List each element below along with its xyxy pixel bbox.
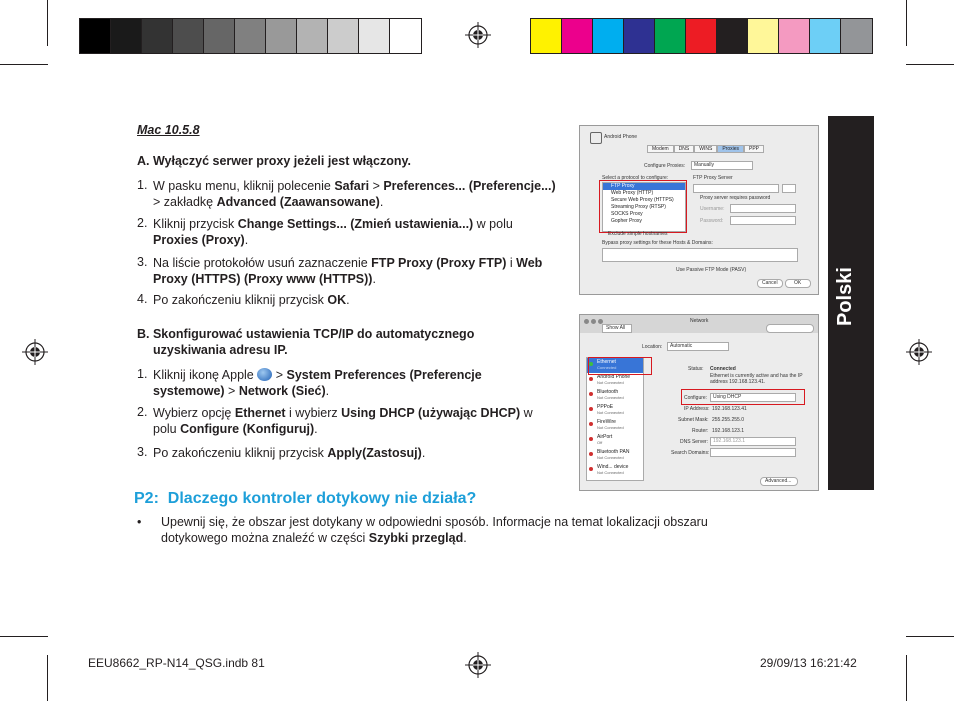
step-number: 2. (137, 405, 148, 419)
crop-mark (47, 0, 48, 46)
swatch (266, 19, 297, 53)
service-item[interactable] (587, 463, 643, 478)
swatch (390, 19, 421, 53)
service-name: Android Phone (597, 374, 631, 380)
service-name: Bluetooth (597, 389, 619, 395)
grayscale-bar (79, 18, 422, 54)
service-name: Wind... device (597, 464, 629, 470)
search-domains-field[interactable] (710, 448, 796, 457)
protocol-item[interactable]: Gopher Proxy (611, 218, 642, 224)
swatch (624, 19, 655, 53)
highlight-box (599, 180, 687, 233)
part-b-step-3: Po zakończeniu kliknij przycisk Apply(Zastosuj). (153, 446, 426, 460)
crop-mark (906, 655, 907, 701)
part-b-heading: B. Skonfigurować ustawienia TCP/IP do automatycznego (137, 327, 475, 341)
tab-proxies[interactable]: Proxies (717, 145, 744, 153)
cancel-button[interactable]: Cancel (757, 279, 783, 288)
advanced-button[interactable]: Advanced... (760, 477, 798, 486)
swatch (111, 19, 142, 53)
crop-mark (906, 0, 907, 46)
ok-button[interactable]: OK (785, 279, 811, 288)
footer-left: EEU8662_RP-N14_QSG.indb 81 (88, 656, 265, 670)
service-name: AirPort (597, 434, 613, 440)
location-select[interactable]: Automatic (667, 342, 729, 351)
network-preferences-screenshot: Network Show All Location: Automatic Ethernet Connected Android Phone Not Connected Bluetooth Not Connected PPPoE Not Connected FireWire Not Connected AirPort Off Bluetooth PAN Not Connected Wind... device Not Connected Status: Connected Ethernet is currently active and has the IP address 192.168.123.41. Configure: Using DHCP IP Address: 192.168.123.41 Subnet Mask: 255.255.255.0 Router: 192.168.123.1 DNS Server: 192.168.123.1 Search Domains: Advanced... (579, 314, 819, 491)
section-label: Mac 10.5.8 (137, 123, 200, 137)
swatch (779, 19, 810, 53)
crop-mark (0, 64, 48, 65)
swatch (531, 19, 562, 53)
service-status: Not Connected (597, 470, 624, 475)
swatch (748, 19, 779, 53)
dns-field[interactable]: 192.168.123.1 (710, 437, 796, 446)
swatch (142, 19, 173, 53)
proxy-settings-screenshot: Android Phone Modem DNS WINS Proxies PPP Configure Proxies: Manually Select a protocol to configure: FTP Proxy Server FTP Proxy Web Proxy (HTTP) Secure Web Proxy (HTTPS) Streaming Proxy (RTSP) SOCKS Proxy Gopher Proxy Proxy server requires password Username: Password: Exclude simple hostnames Bypass proxy settings for these Hosts & Domains: Use Passive FTP Mode (PASV) Cancel OK (579, 125, 819, 295)
q2-bullet: • (137, 515, 142, 529)
service-status: Off (597, 440, 603, 445)
swatch (655, 19, 686, 53)
search-input[interactable] (766, 324, 814, 333)
service-status: Connected (597, 365, 617, 370)
swatch (297, 19, 328, 53)
highlight-box (681, 389, 805, 405)
swatch (717, 19, 748, 53)
step-number: 1. (137, 178, 148, 192)
registration-mark-icon (465, 22, 491, 48)
service-item[interactable] (587, 418, 643, 433)
swatch (841, 19, 872, 53)
crop-mark (906, 64, 954, 65)
part-a-step-3: Na liście protokołów usuń zaznaczenie FTP Proxy (Proxy FTP) i Web Proxy (HTTPS) (Proxy www (HTTPS)). (153, 256, 543, 286)
language-tab: Polski (828, 116, 874, 490)
close-icon (584, 319, 589, 324)
service-name: PPPoE (597, 404, 614, 410)
part-a-step-1: W pasku menu, kliknij polecenie Safari > Preferences... (Preferencje...) > zakładkę Advanced (Zaawansowane). (153, 179, 556, 209)
service-name: Ethernet (597, 359, 616, 365)
proxy-tabs (647, 145, 764, 153)
part-b-step-2: Wybierz opcję Ethernet i wybierz Using DHCP (używając DHCP) w polu Configure (Konfiguruj). (153, 406, 533, 436)
step-number: 3. (137, 255, 148, 269)
swatch (359, 19, 390, 53)
status-dot-icon (589, 392, 593, 396)
tab-ppp[interactable]: PPP (744, 145, 764, 153)
service-name: FireWire (597, 419, 616, 425)
step-number: 1. (137, 367, 148, 381)
protocol-item[interactable]: Web Proxy (HTTP) (611, 190, 654, 196)
status-dot-icon (589, 437, 593, 441)
step-number: 2. (137, 216, 148, 230)
swatch (204, 19, 235, 53)
password-field[interactable] (730, 216, 796, 225)
service-item[interactable] (587, 388, 643, 403)
service-status: Not Connected (597, 455, 624, 460)
tab-wins[interactable]: WINS (694, 145, 717, 153)
crop-mark (0, 636, 48, 637)
swatch (80, 19, 111, 53)
q2-heading: P2: Dlaczego kontroler dotykowy nie działa? (134, 490, 477, 507)
status-dot-icon (589, 422, 593, 426)
service-item[interactable] (587, 448, 643, 463)
status-dot-icon (589, 452, 593, 456)
service-item[interactable] (587, 403, 643, 418)
apple-icon (257, 368, 272, 381)
registration-mark-icon (465, 652, 491, 678)
protocol-item[interactable]: Secure Web Proxy (HTTPS) (611, 197, 674, 203)
minimize-icon (591, 319, 596, 324)
protocol-item[interactable]: Streaming Proxy (RTSP) (611, 204, 666, 210)
protocol-item[interactable]: FTP Proxy (603, 183, 685, 190)
tab-dns[interactable]: DNS (674, 145, 695, 153)
q2-text: Upewnij się, że obszar jest dotykany w odpowiedni sposób. Informacje na temat lokalizacji obszaru dotykowego można znaleźć w części Szybki przegląd. (161, 515, 708, 545)
registration-mark-icon (906, 339, 932, 365)
part-b-heading-line2: uzyskiwania adresu IP. (153, 343, 288, 357)
crop-mark (47, 655, 48, 701)
part-a-heading: A. Wyłączyć serwer proxy jeżeli jest włączony. (137, 154, 411, 168)
status-dot-icon (589, 407, 593, 411)
username-field[interactable] (730, 204, 796, 213)
swatch (686, 19, 717, 53)
crop-mark (906, 636, 954, 637)
service-status: Not Connected (597, 380, 624, 385)
service-item[interactable] (587, 373, 643, 388)
swatch (328, 19, 359, 53)
registration-mark-icon (22, 339, 48, 365)
status-dot-icon (589, 377, 593, 381)
status-dot-icon (589, 467, 593, 471)
phone-icon (590, 132, 602, 144)
footer-right: 29/09/13 16:21:42 (760, 656, 857, 670)
swatch (173, 19, 204, 53)
color-bar (530, 18, 873, 54)
swatch (810, 19, 841, 53)
swatch (235, 19, 266, 53)
service-name: Bluetooth PAN (597, 449, 630, 455)
step-number: 4. (137, 292, 148, 306)
show-all-button[interactable]: Show All (602, 324, 632, 333)
service-list[interactable] (586, 357, 644, 481)
proxy-server-field[interactable] (693, 184, 779, 193)
proxy-port-field[interactable] (782, 184, 796, 193)
step-number: 3. (137, 445, 148, 459)
highlight-box (588, 357, 652, 375)
part-b-step-1: Kliknij ikonę Apple > System Preferences (Preferencje systemowe) > Network (Sieć). (153, 368, 482, 398)
part-a-step-2: Kliknij przycisk Change Settings... (Zmień ustawienia...) w polu Proxies (Proxy). (153, 217, 513, 247)
configure-proxies-select[interactable]: Manually (691, 161, 753, 170)
service-status: Not Connected (597, 395, 624, 400)
tab-modem[interactable]: Modem (647, 145, 674, 153)
service-item[interactable] (587, 433, 643, 448)
bypass-field[interactable] (602, 248, 798, 262)
swatch (593, 19, 624, 53)
part-a-step-4: Po zakończeniu kliknij przycisk OK. (153, 293, 350, 307)
service-status: Not Connected (597, 425, 624, 430)
configure-select[interactable]: Using DHCP (710, 393, 796, 402)
protocol-item[interactable]: SOCKS Proxy (611, 211, 643, 217)
service-status: Not Connected (597, 410, 624, 415)
swatch (562, 19, 593, 53)
